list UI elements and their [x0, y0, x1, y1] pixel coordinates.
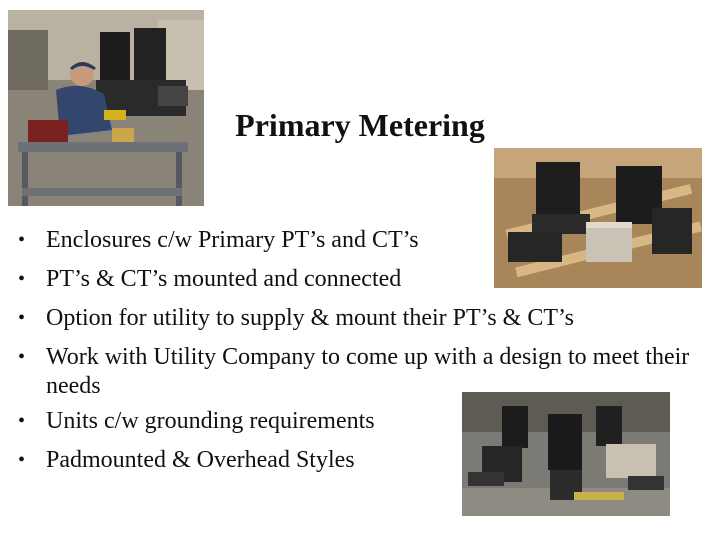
- bullet-marker: •: [18, 346, 26, 368]
- bullet-marker: •: [18, 410, 26, 432]
- technician-photo: [8, 10, 204, 206]
- bullet-text: PT’s & CT’s mounted and connected: [46, 266, 402, 292]
- bullet-item: [18, 304, 718, 333]
- bullet-marker: •: [18, 229, 26, 251]
- bullet-text: Units c/w grounding requirements: [46, 408, 375, 434]
- bullet-marker: •: [18, 449, 26, 471]
- bullet-text: Enclosures c/w Primary PT’s and CT’s: [46, 227, 419, 253]
- bullet-marker: •: [18, 307, 26, 329]
- bullet-marker: •: [18, 268, 26, 290]
- bullet-text: Padmounted & Overhead Styles: [46, 447, 355, 473]
- bullet-text: Option for utility to supply & mount their PT’s & CT’s: [46, 305, 575, 331]
- bullet-item: [18, 226, 718, 255]
- technician-photo-icon: [8, 10, 204, 206]
- metering-row-icon: [462, 392, 670, 516]
- slide-title: Primary Metering: [235, 107, 485, 144]
- metering-row-photo: [462, 392, 670, 516]
- bullet-text: Work with Utility Company to come up with a design to meet their needs: [46, 344, 690, 399]
- bullet-item: [18, 265, 718, 294]
